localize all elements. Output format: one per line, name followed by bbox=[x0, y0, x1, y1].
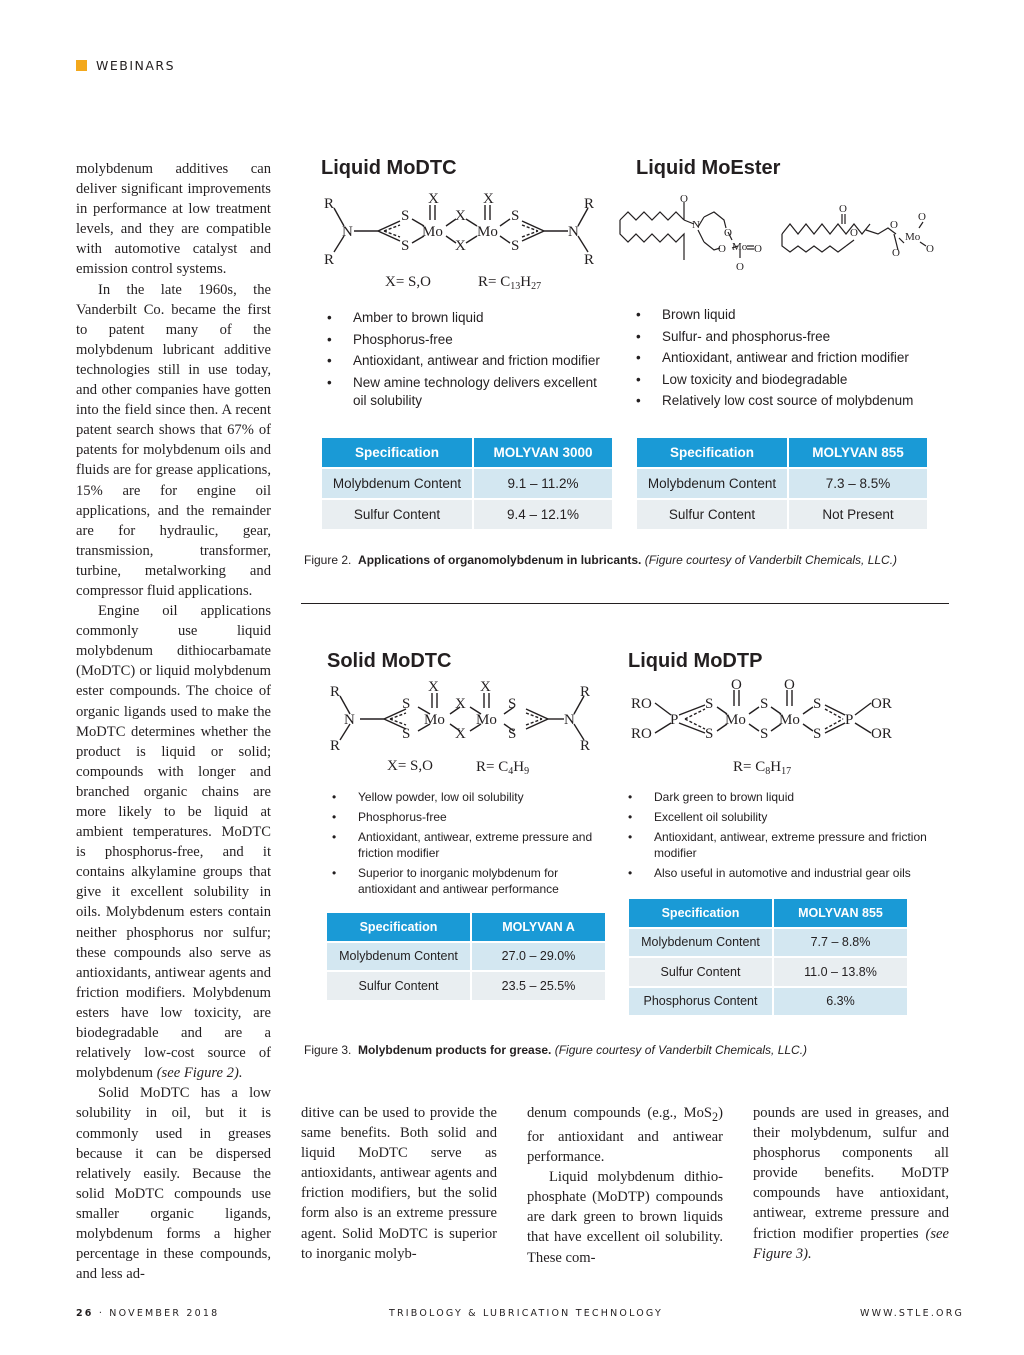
svg-text:Mo: Mo bbox=[476, 712, 497, 728]
svg-text:R: R bbox=[330, 684, 341, 700]
svg-text:S: S bbox=[401, 208, 410, 224]
svg-text:O: O bbox=[918, 211, 926, 223]
svg-text:O: O bbox=[890, 219, 898, 231]
paragraph-text: ) for antioxidant and antiwear performance. bbox=[527, 1105, 723, 1166]
table-header: MOLYVAN 855 bbox=[773, 898, 908, 928]
svg-text:O: O bbox=[926, 243, 934, 255]
svg-text:X: X bbox=[480, 679, 491, 695]
liquid-modtc-spec-table bbox=[320, 436, 614, 531]
svg-text:P: P bbox=[845, 712, 854, 728]
svg-text:Mo: Mo bbox=[424, 712, 445, 728]
article-column-4 bbox=[753, 1103, 949, 1264]
table-header: Specification bbox=[321, 437, 473, 468]
svg-text:X: X bbox=[455, 238, 466, 254]
table-cell: Phosphorus Content bbox=[628, 987, 773, 1017]
svg-text:R: R bbox=[324, 252, 335, 268]
svg-text:R: R bbox=[580, 738, 591, 754]
paragraph-text: pounds are used in greases, and their molybdenum, sulfur and phosphorus components all provide benefits. MoDTP compounds have antioxidant, antiwear, extreme pressure and friction modifier properties bbox=[753, 1105, 949, 1242]
list-item: • Low toxicity and biodegradable bbox=[630, 371, 950, 389]
table-header-row bbox=[321, 437, 613, 468]
svg-text:S: S bbox=[813, 726, 822, 742]
list-item: • Antioxidant, antiwear and friction modifier bbox=[321, 352, 611, 370]
table-row bbox=[326, 971, 606, 1001]
list-item: • Phosphorus-free bbox=[326, 809, 606, 825]
paragraph bbox=[76, 601, 271, 1083]
solid-modtc-x-label: X= S,O bbox=[387, 758, 433, 774]
caption-credit: (Figure courtesy of Vanderbilt Chemicals, LLC.) bbox=[554, 1043, 808, 1057]
liquid-modtp-structure bbox=[625, 676, 915, 787]
footer-page-date bbox=[76, 1308, 219, 1319]
list-item: • Phosphorus-free bbox=[321, 331, 611, 349]
svg-text:Mo: Mo bbox=[905, 231, 921, 243]
table-row bbox=[628, 987, 908, 1017]
liquid-modtc-x-label: X= S,O bbox=[385, 274, 431, 290]
list-item: • New amine technology delivers excellent oil solubility bbox=[321, 374, 611, 410]
table-row bbox=[636, 468, 928, 499]
table-row bbox=[628, 957, 908, 987]
figure-reference: (see Figure 3). bbox=[753, 1225, 949, 1262]
table-header: MOLYVAN 3000 bbox=[473, 437, 613, 468]
table-cell: Molybdenum Content bbox=[326, 942, 471, 972]
svg-text:O: O bbox=[850, 227, 858, 239]
svg-text:O: O bbox=[718, 243, 726, 255]
table-header-row bbox=[326, 912, 606, 942]
issue-date: · NOVEMBER 2018 bbox=[98, 1308, 220, 1319]
table-header-row bbox=[636, 437, 928, 468]
table-header: Specification bbox=[628, 898, 773, 928]
list-item: • Superior to inorganic molybdenum for antioxidant and antiwear performance bbox=[326, 865, 606, 897]
caption-title: Molybdenum products for grease. bbox=[358, 1043, 552, 1057]
svg-text:N: N bbox=[342, 224, 353, 240]
svg-text:S: S bbox=[511, 208, 520, 224]
svg-text:O: O bbox=[680, 193, 688, 205]
article-column-3 bbox=[527, 1103, 723, 1268]
liquid-modtp-bullets bbox=[622, 789, 940, 885]
svg-text:P: P bbox=[670, 712, 679, 728]
table-row bbox=[628, 928, 908, 958]
solid-modtc-spec-table bbox=[325, 911, 607, 1002]
liquid-modtc-title: Liquid MoDTC bbox=[321, 157, 457, 179]
list-item: • Antioxidant, antiwear, extreme pressure and friction modifier bbox=[326, 829, 606, 861]
svg-text:Mo: Mo bbox=[477, 224, 498, 240]
list-item: • Excellent oil solubility bbox=[622, 809, 940, 825]
figure-reference: (see Figure 2). bbox=[156, 1065, 243, 1082]
paragraph-text: denum compounds (e.g., MoS bbox=[527, 1105, 713, 1121]
svg-text:S: S bbox=[508, 726, 517, 742]
section-square-icon bbox=[76, 60, 87, 71]
svg-text:RO: RO bbox=[631, 696, 652, 712]
table-cell: Sulfur Content bbox=[321, 499, 473, 530]
svg-text:X: X bbox=[455, 696, 466, 712]
table-cell: 9.4 – 12.1% bbox=[473, 499, 613, 530]
svg-text:Mo: Mo bbox=[779, 712, 800, 728]
svg-text:S: S bbox=[760, 696, 769, 712]
list-item: • Sulfur- and phosphorus-free bbox=[630, 328, 950, 346]
paragraph: In the late 1960s, the Vanderbilt Co. became the first to patent many of the molybdenum lubricant additive technologies still in use today, and other companies have gotten into the field since then. A recent patent search shows that 67% of patents for molybdenum oils and fluids are for grease applications, 15% are for engine oil applications, and the remainder are for hydraulic, gear, transmission, transformer, turbine, metalworking and compressor fluid applications. bbox=[76, 281, 271, 599]
svg-text:Mo: Mo bbox=[732, 241, 748, 253]
caption-title: Applications of organomolybdenum in lubricants. bbox=[358, 553, 642, 567]
svg-text:OR: OR bbox=[871, 726, 892, 742]
table-cell: Sulfur Content bbox=[636, 499, 788, 530]
liquid-modtc-r-label: $R= C_{13}H_{27}$ bbox=[478, 274, 542, 292]
svg-text:X: X bbox=[483, 191, 494, 207]
svg-text:S: S bbox=[705, 696, 714, 712]
page-number: 26 bbox=[76, 1308, 94, 1319]
liquid-modtp-spec-table bbox=[627, 897, 909, 1017]
svg-text:R: R bbox=[584, 252, 595, 268]
table-cell: 7.3 – 8.5% bbox=[788, 468, 928, 499]
table-cell: 27.0 – 29.0% bbox=[471, 942, 606, 972]
svg-text:R: R bbox=[580, 684, 591, 700]
article-column-2 bbox=[301, 1103, 497, 1264]
svg-text:X: X bbox=[428, 191, 439, 207]
svg-text:S: S bbox=[508, 696, 517, 712]
table-header: MOLYVAN 855 bbox=[788, 437, 928, 468]
table-cell: Not Present bbox=[788, 499, 928, 530]
liquid-moester-structure bbox=[614, 190, 944, 285]
table-header: Specification bbox=[326, 912, 471, 942]
footer-publication: TRIBOLOGY & LUBRICATION TECHNOLOGY bbox=[389, 1308, 663, 1319]
table-header: Specification bbox=[636, 437, 788, 468]
article-column-1 bbox=[76, 159, 271, 1284]
liquid-modtc-structure bbox=[316, 188, 606, 305]
table-row bbox=[636, 499, 928, 530]
svg-text:R: R bbox=[324, 196, 335, 212]
solid-modtc-bullets bbox=[326, 789, 606, 901]
svg-text:N: N bbox=[692, 219, 700, 231]
figure-divider bbox=[301, 603, 949, 604]
svg-text:OR: OR bbox=[871, 696, 892, 712]
caption-label: Figure 3. bbox=[304, 1043, 352, 1057]
liquid-moester-bullets bbox=[630, 306, 950, 414]
liquid-modtp-title: Liquid MoDTP bbox=[628, 650, 763, 672]
svg-text:O: O bbox=[892, 247, 900, 259]
solid-modtc-structure bbox=[322, 676, 612, 787]
table-cell: Molybdenum Content bbox=[321, 468, 473, 499]
list-item: • Relatively low cost source of molybdenum bbox=[630, 392, 950, 410]
svg-text:O: O bbox=[731, 677, 742, 693]
paragraph: Liquid molybdenum dithio- phosphate (MoDTP) compounds are dark green to brown liquids that have excellent oil solubility. These com- bbox=[527, 1169, 723, 1266]
svg-text:X: X bbox=[455, 726, 466, 742]
figure-2-caption bbox=[304, 553, 897, 567]
svg-text:O: O bbox=[724, 227, 732, 239]
svg-text:N: N bbox=[564, 712, 575, 728]
list-item: • Amber to brown liquid bbox=[321, 309, 611, 327]
table-header: MOLYVAN A bbox=[471, 912, 606, 942]
table-cell: 11.0 – 13.8% bbox=[773, 957, 908, 987]
paragraph bbox=[753, 1103, 949, 1264]
table-cell: 9.1 – 11.2% bbox=[473, 468, 613, 499]
svg-text:Mo: Mo bbox=[422, 224, 443, 240]
table-cell: Molybdenum Content bbox=[636, 468, 788, 499]
svg-text:RO: RO bbox=[631, 726, 652, 742]
table-cell: Molybdenum Content bbox=[628, 928, 773, 958]
figure-3-caption bbox=[304, 1043, 807, 1057]
paragraph: ditive can be used to provide the same benefits. Both solid and liquid MoDTC serve as antioxidants, antiwear agents and friction modifiers, but the solid form also is an extreme pressure agent. Solid MoDTC is superior to inorganic molyb- bbox=[301, 1105, 497, 1262]
svg-text:X: X bbox=[455, 208, 466, 224]
list-item: • Also useful in automotive and industrial gear oils bbox=[622, 865, 940, 881]
svg-text:S: S bbox=[813, 696, 822, 712]
list-item: • Antioxidant, antiwear and friction modifier bbox=[630, 349, 950, 367]
svg-text:R: R bbox=[330, 738, 341, 754]
svg-text:S: S bbox=[705, 726, 714, 742]
svg-text:S: S bbox=[511, 238, 520, 254]
solid-modtc-r-label: $R= C_4H_9$ bbox=[476, 759, 530, 777]
section-label: WEBINARS bbox=[96, 58, 176, 73]
table-cell: 7.7 – 8.8% bbox=[773, 928, 908, 958]
svg-text:O: O bbox=[839, 203, 847, 215]
liquid-moester-spec-table bbox=[635, 436, 929, 531]
list-item: • Dark green to brown liquid bbox=[622, 789, 940, 805]
liquid-modtp-r-label: $R= C_8H_{17}$ bbox=[733, 759, 792, 777]
table-cell: 23.5 – 25.5% bbox=[471, 971, 606, 1001]
liquid-moester-title: Liquid MoEster bbox=[636, 157, 781, 179]
footer-website: WWW.STLE.ORG bbox=[860, 1308, 965, 1319]
paragraph bbox=[527, 1103, 723, 1167]
paragraph: Solid MoDTC has a low solubility in oil, but it is commonly used in greases because it can be dispersed relatively easily. Because the solid MoDTC compounds use smaller organic ligands, molybdenum forms a higher percentage in these compounds, and less ad- bbox=[76, 1085, 271, 1283]
svg-text:S: S bbox=[402, 696, 411, 712]
table-row bbox=[326, 942, 606, 972]
list-item: • Yellow powder, low oil solubility bbox=[326, 789, 606, 805]
table-cell: Sulfur Content bbox=[326, 971, 471, 1001]
svg-text:Mo: Mo bbox=[725, 712, 746, 728]
caption-credit: (Figure courtesy of Vanderbilt Chemicals, LLC.) bbox=[644, 553, 898, 567]
paragraph-text: Engine oil applications commonly use liquid molybdenum dithiocarbamate (MoDTC) or liquid molybdenum ester compounds. The choice of organic ligands used to make the MoDTC determines whether the product is liquid or solid; compounds with longer and branched organic chains are more likely to be liquid at ambient temperatures. MoDTC is phosphorus-free, and it contains alkylamine groups that give it excellent solubility in oils. Molybdenum esters contain neither phosphorus nor sulfur; these compounds also serve as antioxidants, antiwear agents and friction modifiers. Molybdenum esters have low toxicity, are biodegradable and are a relatively low-cost source of molybdenum bbox=[76, 603, 271, 1082]
svg-text:S: S bbox=[760, 726, 769, 742]
section-tag bbox=[76, 58, 175, 73]
svg-text:O: O bbox=[754, 243, 762, 255]
table-header-row bbox=[628, 898, 908, 928]
svg-text:X: X bbox=[428, 679, 439, 695]
list-item: • Brown liquid bbox=[630, 306, 950, 324]
list-item: • Antioxidant, antiwear, extreme pressure and friction modifier bbox=[622, 829, 940, 861]
svg-text:N: N bbox=[344, 712, 355, 728]
svg-text:N: N bbox=[568, 224, 579, 240]
subscript: 2 bbox=[712, 1109, 719, 1124]
table-row bbox=[321, 499, 613, 530]
table-row bbox=[321, 468, 613, 499]
solid-modtc-title: Solid MoDTC bbox=[327, 650, 452, 672]
svg-text:R: R bbox=[584, 196, 595, 212]
paragraph: molybdenum additives can deliver significant improvements in performance at low treatment levels, and they are compatible with automotive catalyst and emission control systems. bbox=[76, 161, 271, 278]
caption-label: Figure 2. bbox=[304, 553, 352, 567]
table-cell: 6.3% bbox=[773, 987, 908, 1017]
svg-text:S: S bbox=[402, 726, 411, 742]
svg-text:O: O bbox=[784, 677, 795, 693]
svg-text:S: S bbox=[401, 238, 410, 254]
table-cell: Sulfur Content bbox=[628, 957, 773, 987]
liquid-modtc-bullets bbox=[321, 309, 611, 413]
svg-text:O: O bbox=[736, 261, 744, 273]
